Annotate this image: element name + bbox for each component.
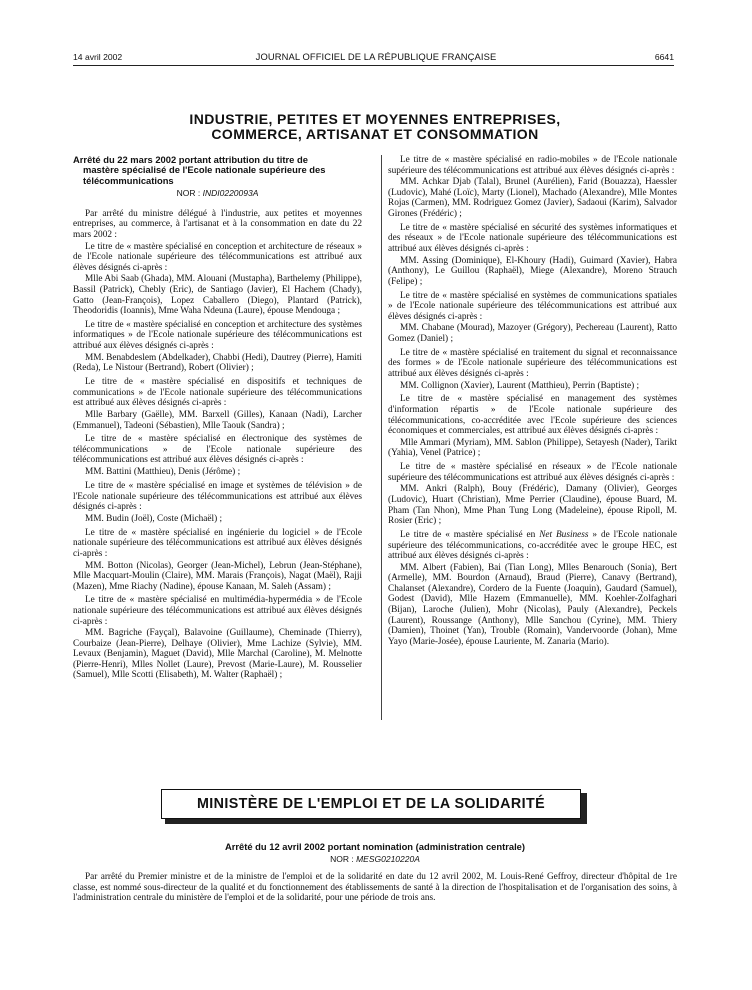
nor2-code: MESG0210220A (356, 854, 420, 864)
paragraph: MM. Assing (Dominique), El-Khoury (Hadi), Guimard (Xavier), Habra (Anthony), Le Guillou (Raphaël), Miege (Alexandre), Moreno Strauch (Felipe) ; (388, 255, 677, 287)
page-header (0, 50, 752, 64)
paragraph: Le titre de « mastère spécialisé en conception et architecture de réseaux » de l'Ecole nationale supérieure des télécommunications est attribué aux élèves désignés ci-après : (73, 241, 362, 273)
paragraph: Le titre de « mastère spécialisé en radio-mobiles » de l'Ecole nationale supérieure des télécommunications est attribué aux élèves désignés ci-après : (388, 155, 677, 176)
paragraph: Le titre de « mastère spécialisé en conception et architecture des systèmes informatiques » de l'Ecole nationale supérieure des télécommunications est attribué aux élèves désignés ci-après : (73, 319, 362, 351)
header-rule (73, 65, 674, 66)
arrete2-title: Arrêté du 12 avril 2002 portant nomination (administration centrale) (224, 841, 526, 852)
paragraph: Le titre de « mastère spécialisé en réseaux » de l'Ecole nationale supérieure des télécommunications est attribué aux élèves désignés ci-après : (388, 462, 677, 483)
paragraph-net-business-names: MM. Albert (Fabien), Bai (Tian Long), Mlles Benarouch (Sonia), Bert (Armelle), MM. Bourdon (Arnaud), Braud (Pierre), Canavy (Bertrand), Chalanset (Alexandre), Cordero de la Fuente (Joaquin), Gaudard (Samuel), Godest (David), Mlle Hazem (Emmanuelle), MM. Koehler-Zolfaghari (Bijan), Laroche (Julien), Mohr (Nicolas), Pauly (Alexandre), Peckels (Laurent), Roussange (Anthony), Mlle Sanchou (Cyrine), MM. Thiery (Damien), Thoinet (Yan), Trouble (Romain), Vandervoorde (Johan), Mme Yayo (Marie-Josée), épouse Lauriente, M. Zanaria (Mario). (388, 562, 677, 647)
arrete1-title-line3: télécommunications (83, 174, 174, 186)
section-title (73, 112, 677, 142)
paragraph: Le titre de « mastère spécialisé en dispositifs et techniques de communications » de l'Ecole nationale supérieure des télécommunications est attribué aux élèves désignés ci-après : (73, 377, 362, 409)
section-title-line1: INDUSTRIE, PETITES ET MOYENNES ENTREPRISES, (189, 111, 561, 127)
arrete1-title-line1: Arrêté du 22 mars 2002 portant attribution du titre de (73, 154, 308, 165)
paragraph: Mlle Barbary (Gaëlle), MM. Barxell (Gilles), Kanaan (Nadi), Larcher (Emmanuel), Tadeoni (Sébastien), Mlle Taouk (Sandra) ; (73, 409, 362, 431)
right-column (388, 155, 677, 648)
paragraph: Mlle Ammari (Myriam), MM. Sablon (Philippe), Setayesh (Nader), Tarikt (Yahia), Venel (Patrice) ; (388, 437, 677, 459)
paragraph: Le titre de « mastère spécialisé en électronique des systèmes de télécommunications » de l'Ecole nationale supérieure des télécommunications est attribué aux élèves désignés ci-après : (73, 434, 362, 466)
paragraph: MM. Achkar Djab (Talal), Brunel (Aurélien), Farid (Bouazza), Haessler (Ludovic), Mahé (Loïc), Marty (Lionel), Machado (Alexandre), Mlle Montes Rojas (Carmen), MM. Rodriguez Gomez (Javier), Sadaoui (Karim), Salvador Girones (Frédéric) ; (388, 177, 677, 219)
ministere-title: MINISTÈRE DE L'EMPLOI ET DE LA SOLIDARITÉ (161, 789, 581, 819)
paragraph: MM. Chabane (Mourad), Mazoyer (Grégory), Pechereau (Laurent), Ratto Gomez (Daniel) ; (388, 323, 677, 344)
nor2-label: NOR : (330, 854, 354, 864)
arrete1-title-line2: mastère spécialisé de l'Ecole nationale supérieure des (83, 164, 326, 176)
paragraph: Mlle Abi Saab (Ghada), MM. Alouani (Mustapha), Barthelemy (Philippe), Bassil (Patrick), Chebly (Eric), de Santiago (Javier), El Hachem (Chady), Gatto (Jean-François), Lopez Caballero (Diego), Plantard (Patrick), Theodoridis (Ioannis), Mme Waha Ndeuna (Laure), épouse Mendouga ; (73, 274, 362, 317)
paragraph-net-business (388, 530, 677, 562)
paragraph: Par arrêté du ministre délégué à l'industrie, aux petites et moyennes entreprises, au commerce, à l'artisanat et à la consommation en date du 22 mars 2002 : (73, 208, 362, 240)
paragraph: Le titre de « mastère spécialisé en ingénierie du logiciel » de l'Ecole nationale supérieure des télécommunications est attribué aux élèves désignés ci-après : (73, 527, 362, 559)
net-business-text-before: Le titre de « mastère spécialisé en (400, 529, 540, 540)
header-page-number: 6641 (654, 52, 674, 62)
paragraph: Le titre de « mastère spécialisé en sécurité des systèmes informatiques et des réseaux » de l'Ecole nationale supérieure des télécommunications est attribué aux élèves désignés ci-après : (388, 222, 677, 254)
paragraph: MM. Ankri (Ralph), Bouy (Frédéric), Damany (Olivier), Georges (Ludovic), Huart (Christian), Mme Perrier (Claudine), épouse Buard, M. Pham (Tan Nhon), Mme Phan Tung Long (Madeleine), épouse Ripoll, M. Rosier (Eric) ; (388, 484, 677, 527)
right-paragraphs (388, 155, 677, 527)
ministere-banner (161, 789, 585, 824)
header-date: 14 avril 2002 (73, 52, 123, 62)
nor-code: INDI0220093A (202, 188, 259, 199)
paragraph: Le titre de « mastère spécialisé en management des systèmes d'information répartis » de l'Ecole nationale supérieure des télécommunications, co-accréditée avec l'Ecole supérieure des sciences économiques et commerciales, est attribué aux élèves désignés ci-après : (388, 394, 677, 437)
section-title-line2: COMMERCE, ARTISANAT ET CONSOMMATION (211, 126, 539, 142)
paragraph: MM. Benabdeslem (Abdelkader), Chabbi (Hedi), Dautrey (Pierre), Hamiti (Reda), Le Nistour (Bertrand), Robert (Olivier) ; (73, 352, 363, 374)
paragraph: MM. Collignon (Xavier), Laurent (Matthieu), Perrin (Baptiste) ; (400, 380, 640, 391)
paragraph: Le titre de « mastère spécialisé en systèmes de communications spatiales » de l'Ecole nationale supérieure des télécommunications est attribué aux élèves désignés ci-après : (388, 290, 677, 322)
paragraph: Le titre de « mastère spécialisé en multimédia-hypermédia » de l'Ecole nationale supérieure des télécommunications est attribué aux élèves désignés ci-après : (73, 595, 362, 627)
arrete1-nor (73, 188, 362, 199)
paragraph: MM. Budin (Joël), Coste (Michaël) ; (85, 513, 223, 524)
net-business-italic: Net Business (539, 529, 589, 540)
left-column (73, 155, 362, 684)
paragraph: MM. Battini (Matthieu), Denis (Jérôme) ; (85, 467, 241, 478)
paragraph: Le titre de « mastère spécialisé en image et systèmes de télévision » de l'Ecole nationale supérieure des télécommunications est attribué aux élèves désignés ci-après : (73, 481, 362, 513)
header-journal: JOURNAL OFFICIEL DE LA RÉPUBLIQUE FRANÇAISE (255, 51, 497, 62)
arrete2-body: Par arrêté du Premier ministre et de la ministre de l'emploi et de la solidarité en date du 12 avril 2002, M. Louis-René Geffroy, directeur d'hôpital de 1re classe, est nommé sous-directeur de la qualité et du fonctionnement des établissements de santé à la direction de l'hospitalisation et de l'organisation des soins, à l'administration centrale du ministère de l'emploi et de la solidarité, pour une période de trois ans. (73, 872, 677, 904)
arrete2-nor (73, 854, 677, 864)
paragraph: MM. Botton (Nicolas), Georger (Jean-Michel), Lebrun (Jean-Stéphane), Mlle Macquart-Moulin (Claire), MM. Marais (François), Nagat (Maël), Rajji (Mazen), Mme Riachy (Nadine), épouse Kanaan, M. Saleh (Assam) ; (73, 560, 362, 592)
left-paragraphs (73, 209, 362, 681)
nor-label: NOR : (176, 188, 201, 199)
column-divider (381, 155, 382, 720)
paragraph: Le titre de « mastère spécialisé en traitement du signal et reconnaissance des formes » de l'Ecole nationale supérieure des télécommunications est attribué aux élèves désignés ci-après : (388, 347, 677, 379)
net-business-text-after: » de l'Ecole nationale supérieure des télécommunications, co-accréditée avec le groupe HEC, est attribué aux élèves désignés ci-après : (388, 529, 677, 562)
paragraph: MM. Bagriche (Fayçal), Balavoine (Guillaume), Cheminade (Thierry), Courbaize (Jean-Pierre), Delhaye (Olivier), Mme Lachize (Sylvie), MM. Levaux (Benjamin), Maguet (David), Mlle Marchal (Caroline), M. Melnotte (Pierre-Henri), Mlles Nollet (Laure), Prevost (Marie-Laure), M. Rousselier (Samuel), Mlle Scotti (Elisabeth), M. Walter (Raphaël) ; (73, 628, 362, 681)
arrete1-title (73, 155, 362, 186)
